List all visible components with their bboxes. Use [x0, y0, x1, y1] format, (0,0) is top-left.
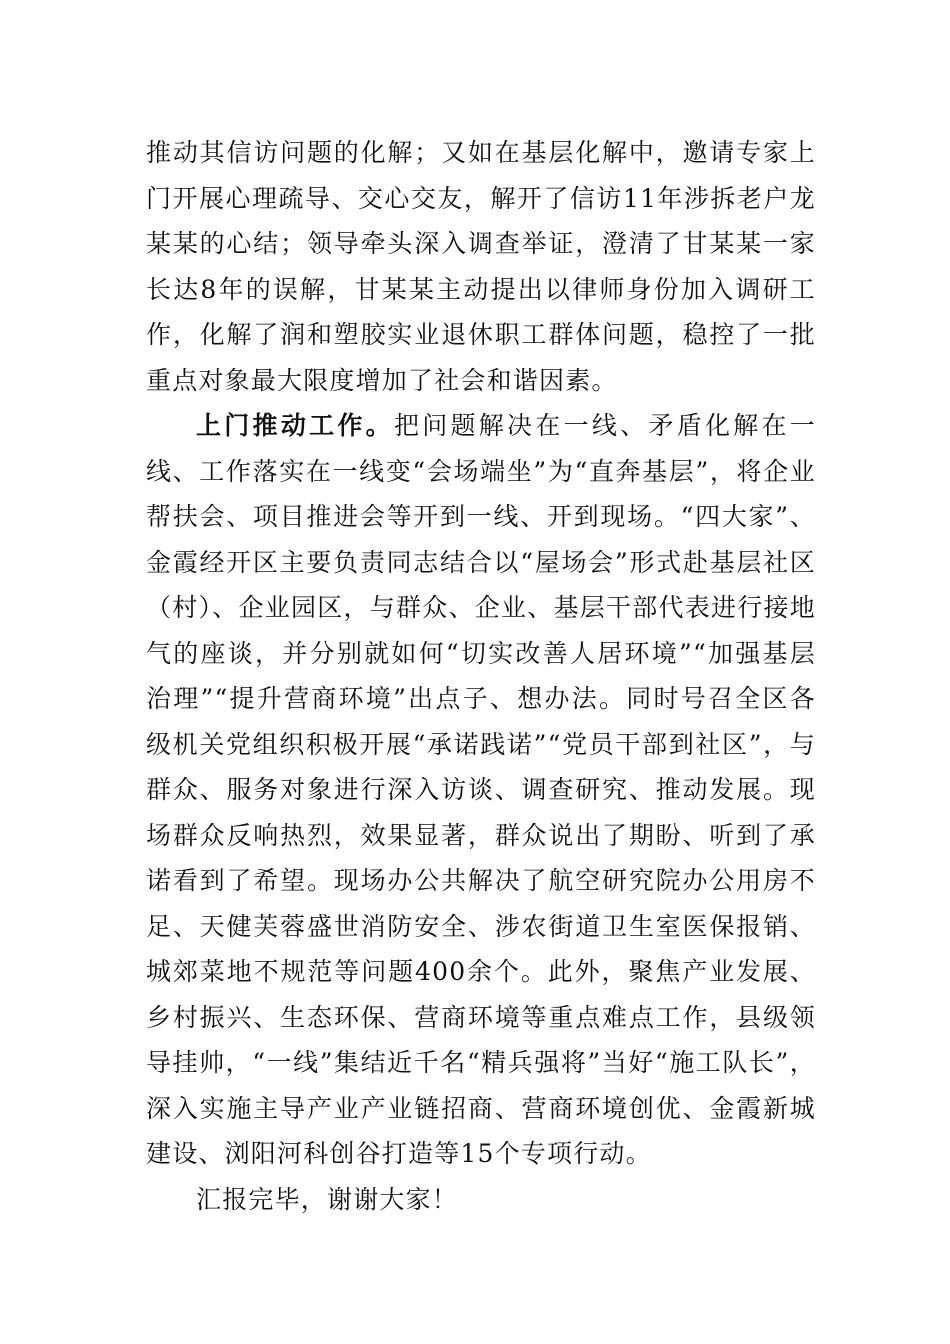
paragraph-body-text: 把问题解决在一线、矛盾化解在一线、工作落实在一线变“会场端坐”为“直奔基层”，将企业帮扶会、项目推进会等开到一线、开到现场。“四大家”、金霞经开区主要负责同志结合以“屋场会”形式赴基层社区（村）、企业园区，与群众、企业、基层干部代表进行接地气的座谈，并分别就如何“切实改善人居环境”“加强基层治理”“提升营商环境”出点子、想办法。同时号召全区各级机关党组织积极开展“承诺践诺”“党员干部到社区”，与群众、服务对象进行深入访谈、调查研究、推动发展。现场群众反响热烈，效果显著，群众说出了期盼、听到了承诺看到了希望。现场办公共解决了航空研究院办公用房不足、天健芙蓉盛世消防安全、涉农街道卫生室医保报销、城郊菜地不规范等问题400余个。此外，聚焦产业发展、乡村振兴、生态环保、营商环境等重点难点工作，县级领导挂帅，“一线”集结近千名“精兵强将”当好“施工队长”，深入实施主导产业产业链招商、营商环境创优、金霞新城建设、浏阳河科创谷打造等15个专项行动。	[146, 411, 816, 1168]
document-body	[146, 130, 816, 1222]
paragraph-continued: 推动其信访问题的化解；又如在基层化解中，邀请专家上门开展心理疏导、交心交友，解开了信访11年涉拆老户龙某某的心结；领导牵头深入调查举证，澄清了甘某某一家长达8年的误解，甘某某主动提出以律师身份加入调研工作，化解了润和塑胶实业退休职工群体问题，稳控了一批重点对象最大限度增加了社会和谐因素。	[146, 138, 816, 395]
paragraph-onsite-work	[146, 403, 816, 1177]
paragraph-lead-heading: 上门推动工作。	[196, 411, 394, 440]
closing-remark: 汇报完毕，谢谢大家！	[196, 1184, 459, 1214]
